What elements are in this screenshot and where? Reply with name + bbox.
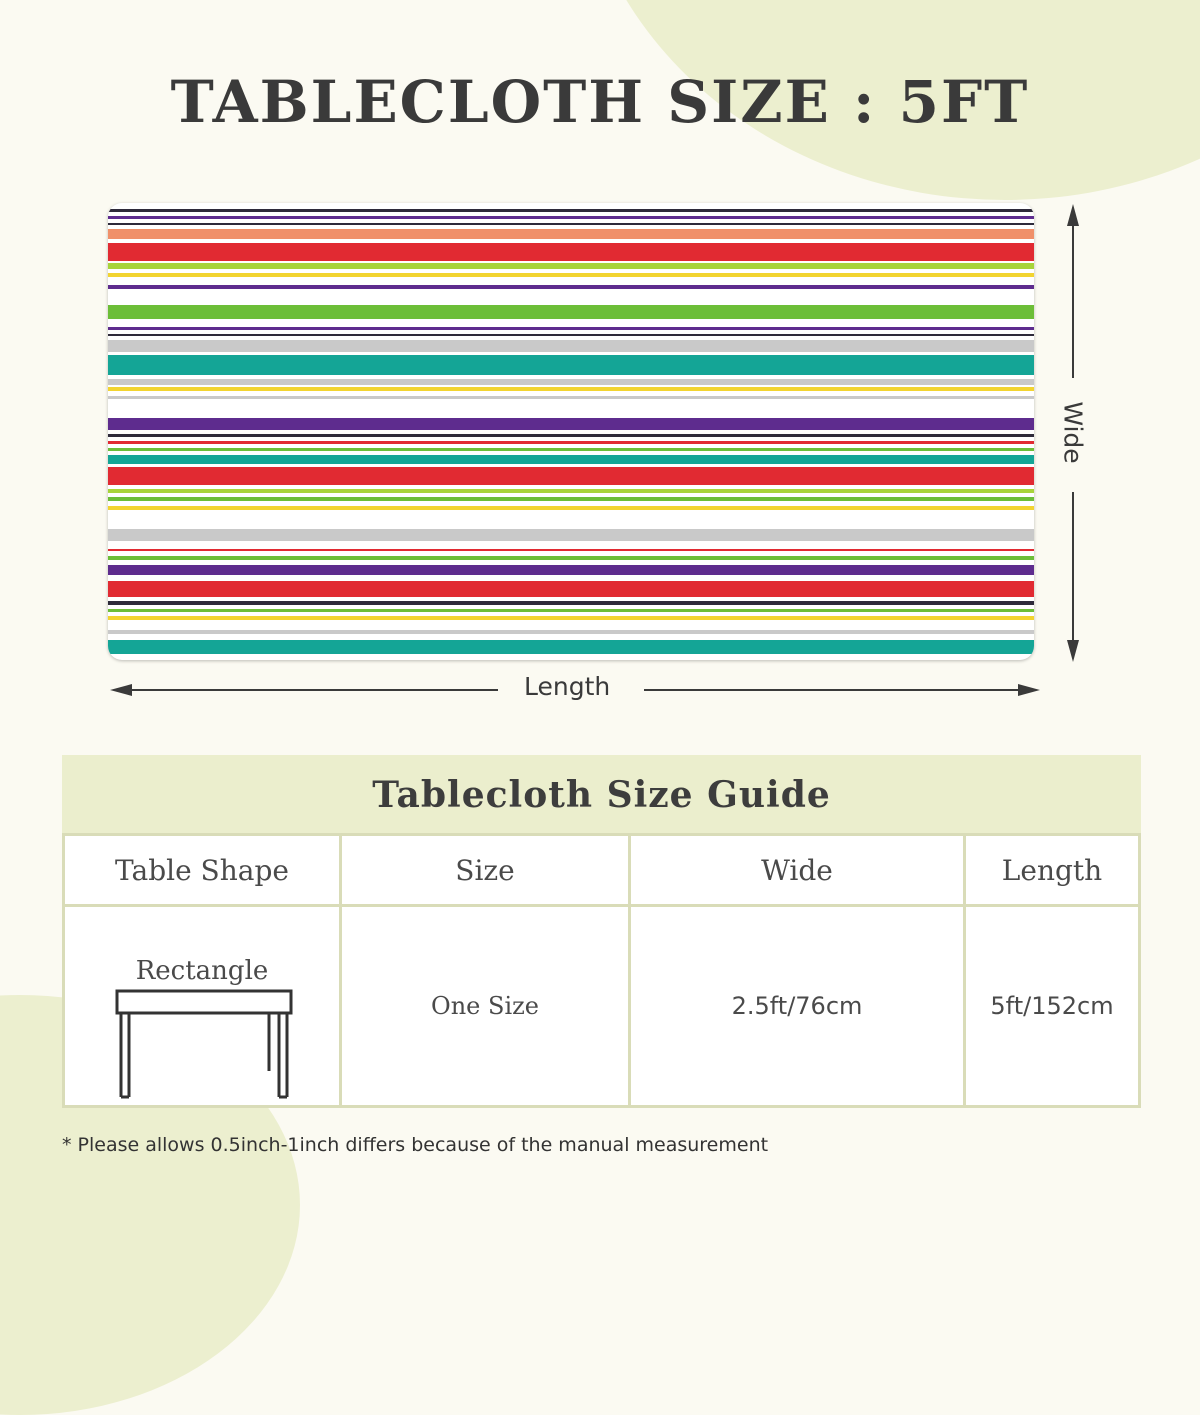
size-cell: One Size bbox=[341, 906, 630, 1107]
wide-label: Wide bbox=[1059, 391, 1088, 473]
arrow-down-icon bbox=[1067, 640, 1079, 662]
arrow-up-icon bbox=[1067, 204, 1079, 226]
table-row bbox=[64, 906, 1140, 1107]
column-header-size: Size bbox=[341, 835, 630, 906]
column-header-wide: Wide bbox=[630, 835, 965, 906]
arrow-left-icon bbox=[110, 684, 132, 696]
rectangle-table-icon bbox=[115, 987, 295, 1102]
page-title: TABLECLOTH SIZE : 5FT bbox=[170, 68, 1030, 136]
column-header-length: Length bbox=[965, 835, 1140, 906]
table-shape-cell bbox=[64, 906, 341, 1107]
length-cell: 5ft/152cm bbox=[965, 906, 1140, 1107]
column-header-table-shape: Table Shape bbox=[64, 835, 341, 906]
length-label: Length bbox=[514, 672, 620, 701]
wide-cell: 2.5ft/76cm bbox=[630, 906, 965, 1107]
table-header-row bbox=[64, 835, 1140, 906]
footnote: * Please allows 0.5inch-1inch differs because of the manual measurement bbox=[62, 1134, 769, 1156]
size-guide-table bbox=[62, 833, 1141, 1108]
shape-label: Rectangle bbox=[135, 956, 269, 986]
size-guide-title: Tablecloth Size Guide bbox=[62, 755, 1141, 833]
arrow-right-icon bbox=[1018, 684, 1040, 696]
